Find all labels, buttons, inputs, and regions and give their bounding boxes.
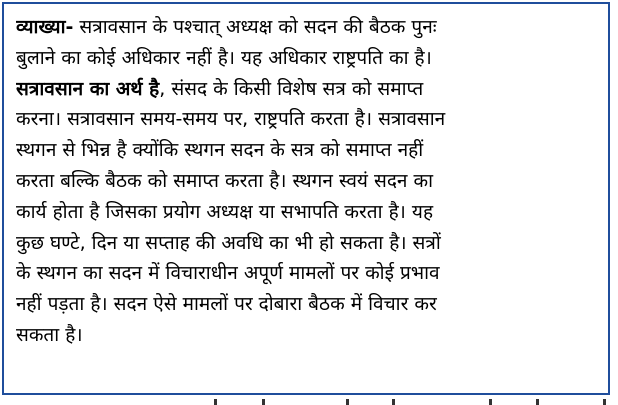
- explanation-heading: व्याख्या-: [16, 16, 74, 38]
- glyph-fragment: [346, 399, 349, 405]
- line-text: , संसद के किसी विशेष सत्र को समाप्त: [159, 77, 424, 100]
- line-text: कुछ घण्टे, दिन या सप्ताह की अवधि का भी हो सकता है। सत्रों: [16, 231, 441, 254]
- line-text: सकता है।: [16, 323, 83, 346]
- line-text: करना। सत्रावसान समय-समय पर, राष्ट्रपति करता है। सत्रावसान: [16, 108, 446, 131]
- paragraph-line: [16, 135, 606, 166]
- glyph-fragment: [214, 399, 217, 405]
- passage-box: [2, 2, 610, 395]
- glyph-fragment: [603, 399, 606, 405]
- line-text: के स्थगन का सदन में विचाराधीन अपूर्ण मामलों पर कोई प्रभाव: [16, 262, 440, 285]
- line-text: स्थगन से भिन्न है क्योंकि स्थगन सदन के सत्र को समाप्त नहीं: [16, 139, 424, 162]
- glyph-fragment: [262, 399, 265, 405]
- line-text: करता बल्कि बैठक को समाप्त करता है। स्थगन स्वयं सदन का: [16, 169, 434, 192]
- paragraph-line: [16, 43, 606, 74]
- paragraph-line: [16, 258, 606, 289]
- glyph-fragment: [392, 399, 395, 405]
- definition-term: सत्रावसान का अर्थ है: [16, 77, 160, 100]
- paragraph-line: [16, 104, 606, 135]
- line-text: कार्य होता है जिसका प्रयोग अध्यक्ष या सभापति करता है। यह: [16, 200, 434, 223]
- paragraph-line: [16, 74, 606, 105]
- paragraph-line: [16, 197, 606, 228]
- paragraph-line: [16, 228, 606, 259]
- explanation-paragraph: [16, 12, 606, 351]
- glyph-fragment: [489, 399, 492, 405]
- line-text: सत्रावसान के पश्चात् अध्यक्ष को सदन की बैठक पुनः: [73, 16, 437, 38]
- line-text: बुलाने का कोई अधिकार नहीं है। यह अधिकार राष्ट्रपति का है।: [16, 46, 432, 69]
- cropped-next-line-fragment: [0, 398, 618, 405]
- paragraph-line: [16, 166, 606, 197]
- paragraph-line: [16, 289, 606, 320]
- paragraph-line: [16, 12, 606, 43]
- glyph-fragment: [536, 399, 539, 405]
- line-text: नहीं पड़ता है। सदन ऐसे मामलों पर दोबारा बैठक में विचार कर: [16, 293, 437, 316]
- paragraph-line: [16, 320, 606, 351]
